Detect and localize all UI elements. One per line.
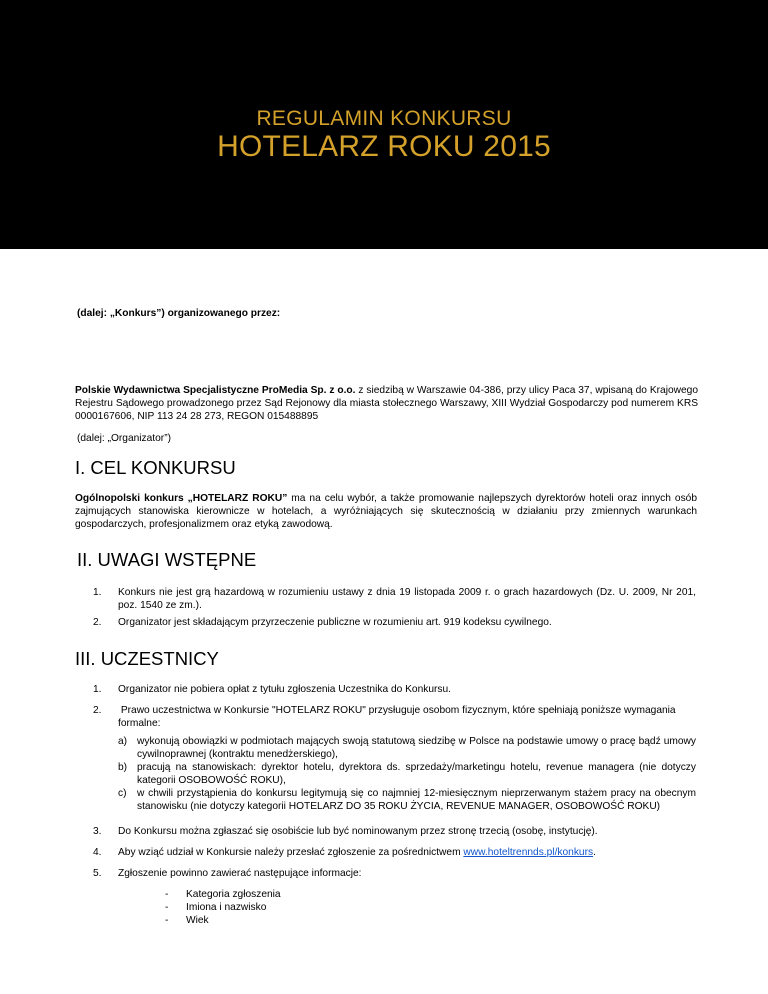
- organizer-name: Polskie Wydawnictwa Specjalistyczne ProMedia Sp. z o.o.: [75, 385, 356, 396]
- sublist-mark: c): [118, 788, 127, 799]
- cel-lead: Ogólnopolski konkurs „HOTELARZ ROKU”: [75, 493, 288, 504]
- list-item-after: .: [593, 847, 596, 858]
- list-number: 2.: [93, 617, 102, 628]
- list-item: Organizator jest składającym przyrzeczenie publiczne w rozumieniu art. 919 kodeksu cywilnego.: [118, 617, 552, 628]
- list-item: Prawo uczestnictwa w Konkursie "HOTELARZ ROKU" przysługuje osobom fizycznym, które spełniają poniższe wymagania formalne:: [118, 705, 679, 729]
- section-heading-uwagi: II. UWAGI WSTĘPNE: [77, 549, 257, 570]
- list-number: 2.: [93, 705, 102, 716]
- list-number: 4.: [93, 847, 102, 858]
- konkurs-link[interactable]: www.hoteltrennds.pl/konkurs: [463, 847, 594, 858]
- cel-text: ma na celu wybór, a także promowanie najlepszych dyrektorów hoteli oraz innych osób zajmujących stanowiska kierownicze w hotelach, a wyróżniających się skutecznością w działaniu przy zmiennych warunkach gospodarczych, profesjonalizmem oraz etyką zawodową.: [75, 493, 697, 530]
- section-heading-cel: I. CEL KONKURSU: [75, 457, 236, 478]
- sublist-item: pracują na stanowiskach: dyrektor hotelu, dyrektora ds. sprzedaży/marketingu hotelu, revenue managera (nie dotyczy kategorii OSOBOWOŚĆ ROKU),: [137, 762, 696, 786]
- list-number: 1.: [93, 684, 102, 695]
- organizer-details: z siedzibą w Warszawie 04-386, przy ulicy Paca 37, wpisaną do Krajowego Rejestru Sądowego prowadzonego przez Sąd Rejonowy dla miasta stołecznego Warszawy, XIII Wydział Gospodarczy pod numerem KRS 0000167606, NIP 113 24 28 273, REGON 015488895: [75, 385, 698, 422]
- list-number: 5.: [93, 868, 102, 879]
- cel-paragraph: [75, 492, 697, 531]
- list-item-text: Aby wziąć udział w Konkursie należy przesłać zgłoszenie za pośrednictwem: [118, 847, 464, 858]
- bullet-mark: -: [165, 902, 169, 913]
- banner-title: HOTELARZ ROKU 2015: [217, 130, 551, 163]
- intro-dalej: (dalej: „Konkurs”) organizowanego przez:: [77, 308, 281, 319]
- list-item: Konkurs nie jest grą hazardową w rozumieniu ustawy z dnia 19 listopada 2009 r. o grach hazardowych (Dz. U. 2009, Nr 201, poz. 1540 ze zm.).: [118, 587, 696, 611]
- header-banner: [0, 0, 768, 249]
- section-heading-uczestnicy: III. UCZESTNICY: [75, 648, 219, 669]
- sublist-mark: b): [118, 762, 128, 773]
- list-item: Zgłoszenie powinno zawierać następujące informacje:: [118, 868, 362, 879]
- sublist-mark: a): [118, 736, 128, 747]
- bullet-mark: -: [165, 915, 169, 926]
- list-item: Organizator nie pobiera opłat z tytułu zgłoszenia Uczestnika do Konkursu.: [118, 684, 451, 695]
- bullet-item: Kategoria zgłoszenia: [186, 889, 281, 900]
- bullet-item: Wiek: [186, 915, 209, 926]
- sublist-item: w chwili przystąpienia do konkursu legitymują się co najmniej 12-miesięcznym nieprzerwanym stażem pracy na obecnym stanowisku (nie dotyczy kategorii HOTELARZ DO 35 ROKU ŻYCIA, REVENUE MANAGER, OSOBOWOŚĆ ROKU): [137, 788, 696, 812]
- bullet-item: Imiona i nazwisko: [186, 902, 267, 913]
- bullet-mark: -: [165, 889, 169, 900]
- list-number: 1.: [93, 587, 102, 598]
- list-item: Do Konkursu można zgłaszać się osobiście lub być nominowanym przez stronę trzecią (osobę, instytucję).: [118, 826, 598, 837]
- banner-subtitle: REGULAMIN KONKURSU: [256, 107, 512, 130]
- list-item: [118, 846, 596, 859]
- list-number: 3.: [93, 826, 102, 837]
- organizer-paragraph: [75, 384, 698, 423]
- sublist-item: wykonują obowiązki w podmiotach mających swoją statutową siedzibę w Polsce na podstawie umowy o pracę bądź umowy cywilnoprawnej (kontraktu menedżerskiego),: [137, 736, 696, 760]
- organizer-alias: (dalej: „Organizator”): [77, 433, 171, 444]
